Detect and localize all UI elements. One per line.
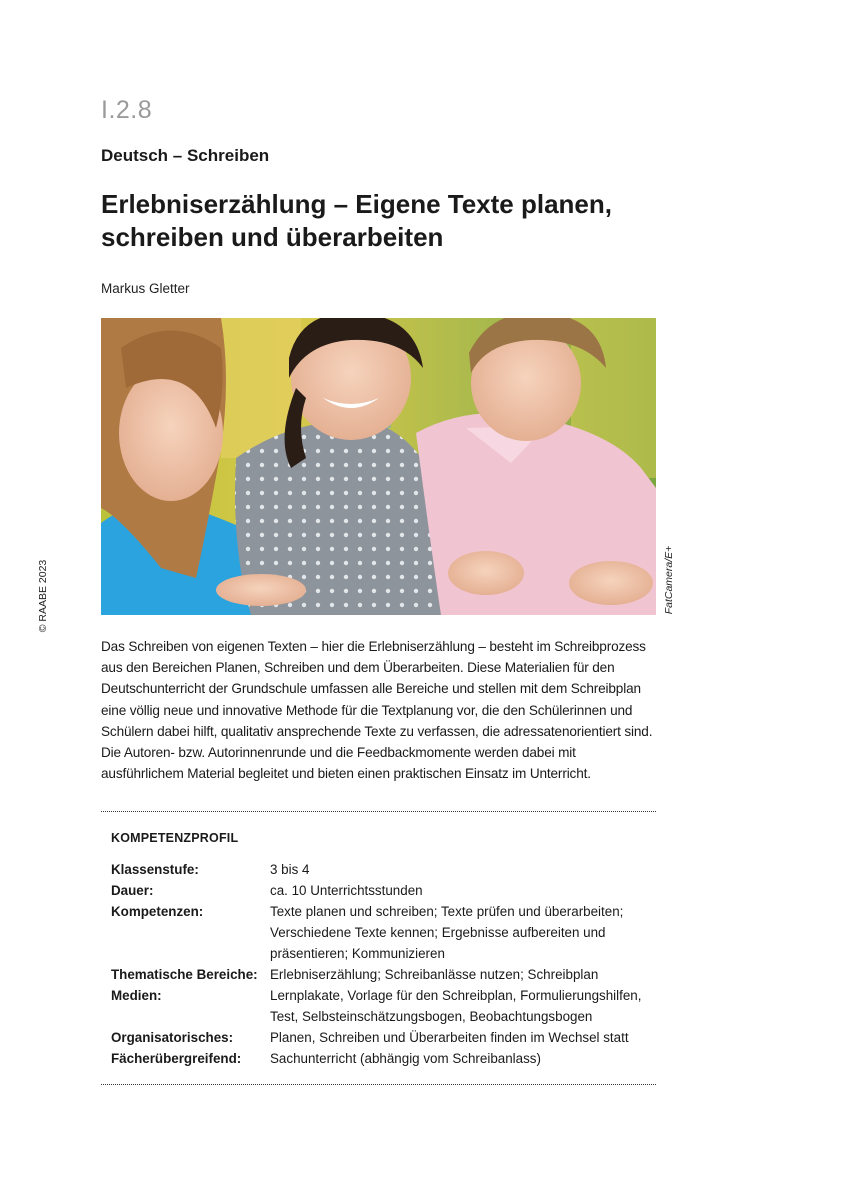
page-title-line-2: schreiben und überarbeiten	[101, 222, 444, 252]
kompetenzprofil-value: Planen, Schreiben und Überarbeiten finden im Wechsel statt	[270, 1030, 629, 1045]
kompetenzprofil-heading: KOMPETENZPROFIL	[111, 831, 239, 845]
kompetenzprofil-label: Medien:	[111, 988, 162, 1003]
kompetenzprofil-value: Texte planen und schreiben; Texte prüfen und überarbeiten; Verschiedene Texte kennen; Ergebnisse aufbereiten und präsentieren; Kommunizieren	[270, 904, 624, 961]
kompetenzprofil-value: Sachunterricht (abhängig vom Schreibanlass)	[270, 1051, 541, 1066]
kompetenzprofil-label: Kompetenzen:	[111, 904, 204, 919]
kompetenzprofil-row	[111, 859, 651, 880]
kompetenzprofil-label: Thematische Bereiche:	[111, 967, 258, 982]
kompetenzprofil-row	[111, 880, 651, 901]
kompetenzprofil-label: Fächerübergreifend:	[111, 1051, 242, 1066]
kompetenzprofil-value: ca. 10 Unterrichtsstunden	[270, 883, 423, 898]
cover-photo-illustration	[101, 318, 656, 615]
kompetenzprofil-label: Organisatorisches:	[111, 1030, 234, 1045]
kompetenzprofil-table	[111, 859, 651, 1069]
kompetenzprofil-row	[111, 985, 651, 1027]
subject-heading: Deutsch – Schreiben	[101, 146, 270, 165]
kompetenzprofil-row	[111, 901, 651, 964]
intro-paragraph: Das Schreiben von eigenen Texten – hier die Erlebniserzählung – besteht im Schreibprozess aus den Bereichen Planen, Schreiben und dem Überarbeiten. Diese Materialien für den Deutschunterricht der Grundschule umfassen alle Bereiche und stellen mit dem Schreibplan eine völlig neue und innovative Methode für die Textplanung vor, die den Schülerinnen und Schülern dabei hilft, qualitativ ansprechende Texte zu verfassen, die adressatenorientiert sind. Die Autoren- bzw. Autorinnenrunde und die Feedbackmomente werden dabei mit ausführlichem Material begleitet und bieten einen praktischen Einsatz im Unterricht.	[101, 639, 653, 782]
photo-credit: FatCamera/E+	[663, 545, 675, 615]
kompetenzprofil-value: Lernplakate, Vorlage für den Schreibplan, Formulierungshilfen, Test, Selbsteinschätzungsbogen, Beobachtungsbogen	[270, 988, 642, 1024]
author-name: Markus Gletter	[101, 281, 190, 296]
cover-photo	[101, 318, 656, 615]
page-title	[101, 188, 661, 254]
divider-top	[101, 811, 656, 812]
kompetenzprofil-row	[111, 964, 651, 985]
kompetenzprofil-value: 3 bis 4	[270, 862, 310, 877]
copyright-notice: © RAABE 2023	[37, 559, 49, 633]
kompetenzprofil-label: Klassenstufe:	[111, 862, 199, 877]
kompetenzprofil-row	[111, 1027, 651, 1048]
kompetenzprofil-value: Erlebniserzählung; Schreibanlässe nutzen; Schreibplan	[270, 967, 599, 982]
page-title-line-1: Erlebniserzählung – Eigene Texte planen,	[101, 189, 612, 219]
kompetenzprofil-label: Dauer:	[111, 883, 154, 898]
section-code: I.2.8	[101, 96, 153, 124]
kompetenzprofil-row	[111, 1048, 651, 1069]
divider-bottom	[101, 1084, 656, 1085]
